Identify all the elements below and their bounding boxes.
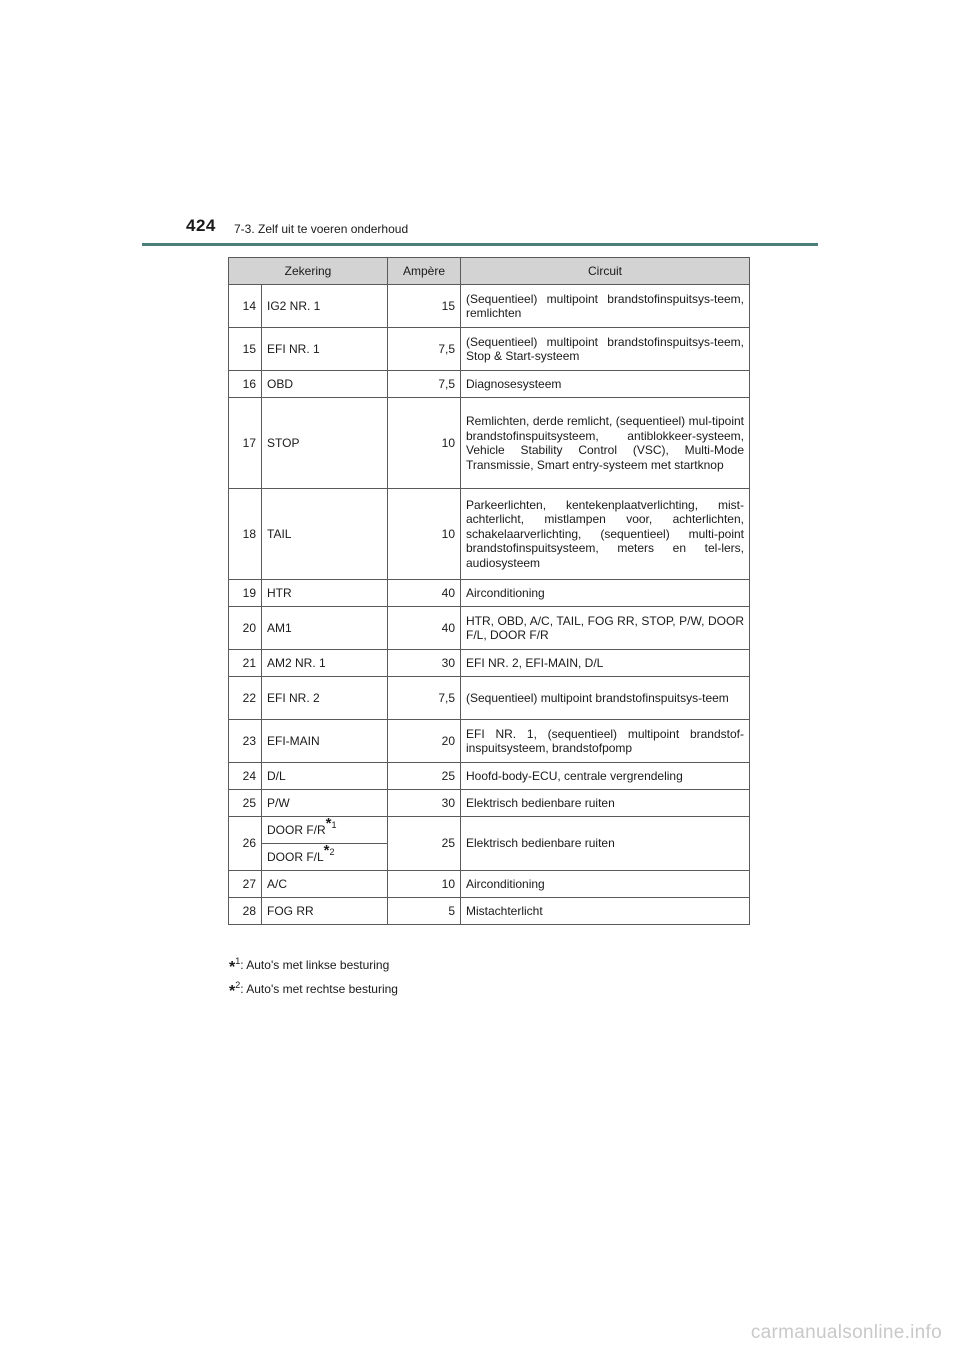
fuse-number: 26 [229,817,262,871]
fuse-number: 23 [229,720,262,763]
fuse-name: EFI NR. 2 [262,677,388,720]
fuse-name [262,814,388,844]
fuse-ampere: 20 [388,720,461,763]
table-row [229,763,750,790]
footnote-ref [325,814,337,832]
fuse-table [228,257,750,925]
fuse-ampere: 30 [388,650,461,677]
fuse-number: 19 [229,580,262,607]
fuse-circuit: (Sequentieel) multipoint brandstofinspuitsys-teem [461,677,750,720]
fuse-number: 18 [229,489,262,580]
fuse-name: IG2 NR. 1 [262,285,388,328]
table-row [229,607,750,650]
fuse-circuit: Remlichten, derde remlicht, (sequentieel) mul-tipoint brandstofinspuitsysteem, antiblokkeer-systeem, Vehicle Stability Control (VSC), Multi-Mode Transmissie, Smart entry-systeem met startknop [461,398,750,489]
fuse-number: 24 [229,763,262,790]
fuse-number: 21 [229,650,262,677]
table-row [229,817,750,844]
fuse-name-text: DOOR F/L [267,849,324,864]
fuse-circuit: (Sequentieel) multipoint brandstofinspuitsys-teem, remlichten [461,285,750,328]
table-row [229,489,750,580]
fuse-circuit: Mistachterlicht [461,898,750,925]
fuse-ampere: 25 [388,817,461,871]
footnote-index: 1 [331,819,337,830]
fuse-ampere: 40 [388,580,461,607]
fuse-circuit: Elektrisch bedienbare ruiten [461,790,750,817]
fuse-circuit: EFI NR. 1, (sequentieel) multipoint brandstof-inspuitsysteem, brandstofpomp [461,720,750,763]
table-header-row [229,258,750,285]
fuse-name-text: DOOR F/R [267,822,326,837]
fuse-ampere: 7,5 [388,328,461,371]
fuse-number: 22 [229,677,262,720]
table-row [229,285,750,328]
footnote-star: * [323,841,330,859]
footnote-index: 2 [235,980,241,990]
table-row [229,580,750,607]
fuse-ampere: 40 [388,607,461,650]
fuse-name: FOG RR [262,898,388,925]
table-row [229,371,750,398]
column-header-circuit: Circuit [461,258,750,285]
fuse-name: TAIL [262,489,388,580]
footnote-index: 1 [235,956,241,966]
fuse-ampere: 5 [388,898,461,925]
fuse-name: EFI NR. 1 [262,328,388,371]
fuse-name: HTR [262,580,388,607]
fuse-ampere: 10 [388,398,461,489]
fuse-number: 14 [229,285,262,328]
page-number: 424 [186,216,216,235]
fuse-number: 16 [229,371,262,398]
footnote-2 [229,980,398,1001]
table-row [229,720,750,763]
footnote-star: * [229,959,236,976]
fuse-name [262,841,388,871]
fuse-circuit: HTR, OBD, A/C, TAIL, FOG RR, STOP, P/W, DOOR F/L, DOOR F/R [461,607,750,650]
header-rule [142,243,818,246]
fuse-circuit: (Sequentieel) multipoint brandstofinspuitsys-teem, Stop & Start-systeem [461,328,750,371]
fuse-name: OBD [262,371,388,398]
fuse-ampere: 10 [388,871,461,898]
footnote-1 [229,956,389,977]
fuse-circuit: Parkeerlichten, kentekenplaatverlichting, mist-achterlicht, mistlampen voor, achterlichten, schakelaarverlichting, (sequentieel) multi-point brandstofinspuitsysteem, meters en tel-lers, audiosysteem [461,489,750,580]
fuse-circuit: Diagnosesysteem [461,371,750,398]
fuse-circuit: Hoofd-body-ECU, centrale vergrendeling [461,763,750,790]
fuse-name: STOP [262,398,388,489]
fuse-circuit: EFI NR. 2, EFI-MAIN, D/L [461,650,750,677]
fuse-name: P/W [262,790,388,817]
table-row [229,398,750,489]
fuse-name: EFI-MAIN [262,720,388,763]
fuse-number: 17 [229,398,262,489]
table-row [229,650,750,677]
fuse-ampere: 7,5 [388,371,461,398]
fuse-ampere: 30 [388,790,461,817]
column-header-zekering: Zekering [229,258,388,285]
table-row [229,328,750,371]
footnote-star: * [229,983,236,1000]
fuse-name: D/L [262,763,388,790]
fuse-number: 28 [229,898,262,925]
footnote-star: * [325,814,332,832]
fuse-number: 25 [229,790,262,817]
table-row [229,790,750,817]
fuse-circuit: Airconditioning [461,580,750,607]
watermark: carmanualsonline.info [750,1322,942,1343]
section-title: 7-3. Zelf uit te voeren onderhoud [234,222,409,236]
table-row [229,898,750,925]
fuse-circuit: Airconditioning [461,871,750,898]
fuse-ampere: 15 [388,285,461,328]
fuse-ampere: 10 [388,489,461,580]
table-row [229,871,750,898]
footnote-index: 2 [329,846,335,857]
footnote-text: : Auto's met linkse besturing [240,958,390,972]
fuse-name: AM2 NR. 1 [262,650,388,677]
fuse-circuit: Elektrisch bedienbare ruiten [461,817,750,871]
fuse-name: A/C [262,871,388,898]
footnote-text: : Auto's met rechtse besturing [240,982,398,996]
fuse-ampere: 7,5 [388,677,461,720]
footnote-ref [323,841,335,859]
table-row [229,677,750,720]
fuse-ampere: 25 [388,763,461,790]
column-header-ampere: Ampère [388,258,461,285]
fuse-number: 20 [229,607,262,650]
fuse-name: AM1 [262,607,388,650]
fuse-number: 27 [229,871,262,898]
fuse-number: 15 [229,328,262,371]
